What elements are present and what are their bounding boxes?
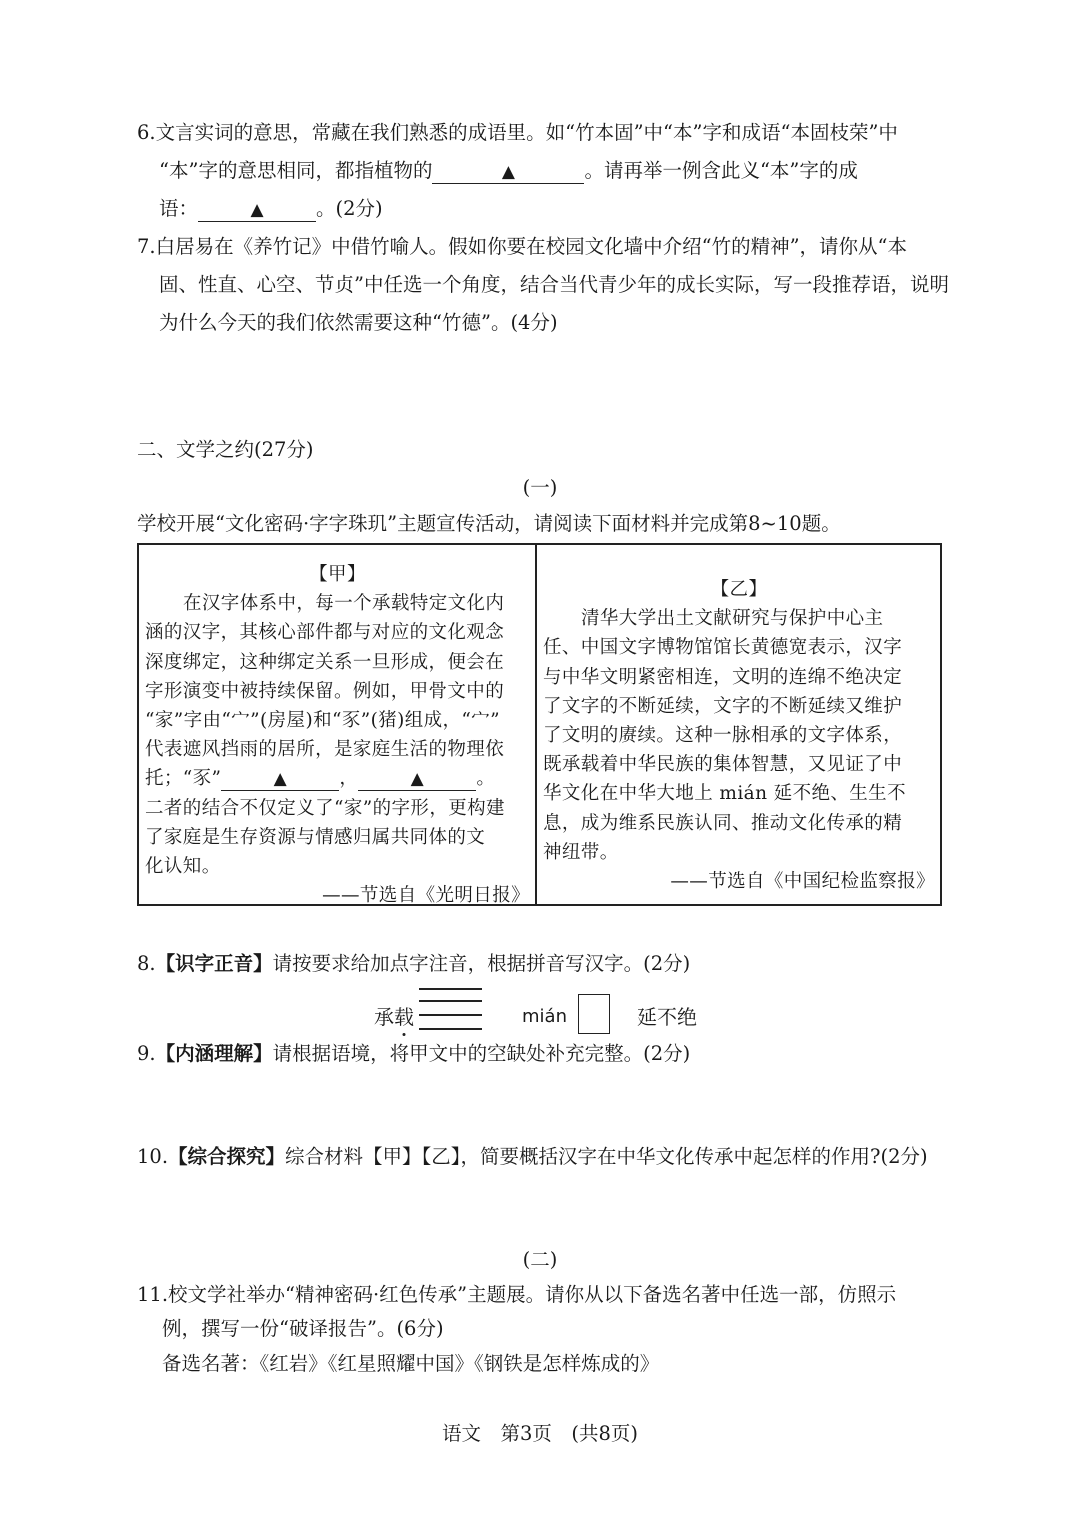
passage-yi-line: 神纽带。 bbox=[543, 841, 619, 863]
q6-line3 bbox=[159, 195, 383, 223]
passage-jia-blank-line bbox=[145, 764, 530, 793]
pinyin-rule bbox=[419, 988, 482, 990]
q8-num: 8. bbox=[137, 952, 156, 975]
q7-line3: 为什么今天的我们依然需要这种“竹德”。(4分) bbox=[159, 311, 558, 334]
passage-yi-line: 既承载着中华民族的集体智慧，又见证了中 bbox=[543, 754, 903, 776]
q6-line3-text-b: 。(2分) bbox=[316, 197, 383, 220]
answer-blank bbox=[221, 768, 339, 791]
passage-jia-line: 涵的汉字，其核心部件都与对应的文化观念 bbox=[145, 622, 505, 644]
q8-word1-char-a: 承 bbox=[374, 1005, 394, 1029]
passage-yi-source: ——节选自《中国纪检监察报》 bbox=[670, 871, 935, 893]
passage-yi bbox=[543, 575, 935, 896]
section-title: 二、文学之约(27分) bbox=[137, 438, 314, 461]
passage-jia-line7-a: 托；“豕” bbox=[145, 768, 222, 790]
passage-yi-line: 清华大学出土文献研究与保护中心主 bbox=[581, 608, 884, 630]
q11-line2: 例，撰写一份“破译报告”。(6分) bbox=[162, 1317, 444, 1340]
passage-jia-line: 了家庭是生存资源与情感归属共同体的文 bbox=[145, 826, 486, 848]
passage-jia-label: 【甲】 bbox=[309, 564, 366, 585]
pinyin-rule bbox=[419, 1000, 482, 1002]
q11-line1: 11.校文学社举办“精神密码·红色传承”主题展。请你从以下备选名著中任选一部，仿照示 bbox=[137, 1283, 897, 1306]
q7-line2: 固、性直、心空、节贞”中任选一个角度，结合当代青少年的成长实际，写一段推荐语，说明 bbox=[159, 273, 949, 296]
q8-text: 请按要求给加点字注音，根据拼音写汉字。(2分) bbox=[272, 952, 691, 975]
q9-tag: 【内涵理解】 bbox=[155, 1042, 273, 1065]
passage-yi-line: 了文字的不断延续，文字的不断延续又维护 bbox=[543, 695, 903, 717]
answer-marker-icon: ▲ bbox=[273, 769, 288, 790]
passage-yi-line: 息，成为维系民族认同、推动文化传承的精 bbox=[543, 812, 903, 834]
passage-jia-line: 代表遮风挡雨的居所，是家庭生活的物理依 bbox=[145, 739, 505, 761]
q6-line3-text-a: 语： bbox=[159, 197, 199, 220]
q10-line bbox=[137, 1143, 928, 1171]
answer-blank bbox=[198, 198, 316, 222]
passage-yi-line: 与中华文明紧密相连，文明的连绵不绝决定 bbox=[543, 666, 903, 688]
q8-line bbox=[137, 950, 690, 978]
q8-word1-dotted-char: 载 bbox=[394, 1005, 414, 1029]
answer-marker-icon: ▲ bbox=[250, 200, 264, 220]
pinyin-rule bbox=[419, 1014, 482, 1016]
passage-jia-line7-b: 。 bbox=[476, 768, 496, 790]
passage-jia-line: 在汉字体系中，每一个承载特定文化内 bbox=[183, 593, 505, 615]
pinyin-rule bbox=[419, 1028, 482, 1030]
answer-marker-icon: ▲ bbox=[410, 769, 425, 790]
q9-num: 9. bbox=[137, 1042, 156, 1065]
passage-jia bbox=[145, 560, 530, 910]
q6-line2-text-b: 。请再举一例含此义“本”字的成 bbox=[584, 159, 858, 182]
passage-jia-line: 化认知。 bbox=[145, 856, 221, 878]
q9-text: 请根据语境，将甲文中的空缺处补充完整。(2分) bbox=[272, 1042, 691, 1065]
passage-yi-line: 华文化在中华大地上 mián 延不绝、生生不 bbox=[543, 783, 906, 805]
page-footer: 语文 第3页 (共8页) bbox=[441, 1422, 639, 1445]
passage-yi-line: 任、中国文字博物馆馆长黄德宽表示，汉字 bbox=[543, 637, 903, 659]
passage-jia-line: “家”字由“宀”(房屋)和“豕”(猪)组成，“宀” bbox=[145, 710, 501, 732]
q6-line2-text-a: “本”字的意思相同，都指植物的 bbox=[159, 159, 433, 182]
part-label: (二) bbox=[522, 1248, 558, 1271]
q6-line1: 6.文言实词的意思，常藏在我们熟悉的成语里。如“竹本固”中“本”字和成语“本固枝荣”中 bbox=[137, 121, 898, 144]
q10-text: 综合材料【甲】【乙】，简要概括汉字在中华文化传承中起怎样的作用?(2分) bbox=[285, 1145, 928, 1168]
char-writing-box[interactable] bbox=[578, 994, 610, 1034]
passage-jia-line: 深度绑定，这种绑定关系一旦形成，便会在 bbox=[145, 651, 505, 673]
passage-divider bbox=[535, 543, 537, 906]
q8-tag: 【识字正音】 bbox=[155, 952, 273, 975]
q8-pinyin: mián bbox=[522, 1006, 567, 1027]
section-intro: 学校开展“文化密码·字字珠玑”主题宣传活动，请阅读下面材料并完成第8~10题。 bbox=[137, 512, 841, 535]
q7-line1: 7.白居易在《养竹记》中借竹喻人。假如你要在校园文化墙中介绍“竹的精神”，请你从“本 bbox=[137, 235, 908, 258]
passage-jia-line7-sep: ， bbox=[339, 768, 359, 790]
passage-yi-line: 了文明的赓续。这种一脉相承的文字体系， bbox=[543, 725, 903, 747]
q11-line3: 备选名著：《红岩》《红星照耀中国》《钢铁是怎样炼成的》 bbox=[162, 1352, 660, 1375]
q10-tag: 【综合探究】 bbox=[168, 1145, 286, 1168]
q8-word1 bbox=[374, 1003, 414, 1031]
answer-blank bbox=[432, 160, 584, 184]
q9-line bbox=[137, 1040, 690, 1068]
passage-jia-line: 字形演变中被持续保留。例如，甲骨文中的 bbox=[145, 680, 505, 702]
q10-num: 10. bbox=[137, 1145, 169, 1168]
passage-yi-label: 【乙】 bbox=[710, 579, 768, 600]
q6-line2 bbox=[159, 157, 858, 185]
answer-blank bbox=[358, 768, 476, 791]
passage-jia-source: ——节选自《光明日报》 bbox=[322, 885, 530, 907]
q8-word2: 延不绝 bbox=[637, 1005, 697, 1029]
answer-marker-icon: ▲ bbox=[501, 162, 515, 182]
part-label: (一) bbox=[522, 476, 558, 499]
passage-jia-line: 二者的结合不仅定义了“家”的字形，更构建 bbox=[145, 797, 505, 819]
